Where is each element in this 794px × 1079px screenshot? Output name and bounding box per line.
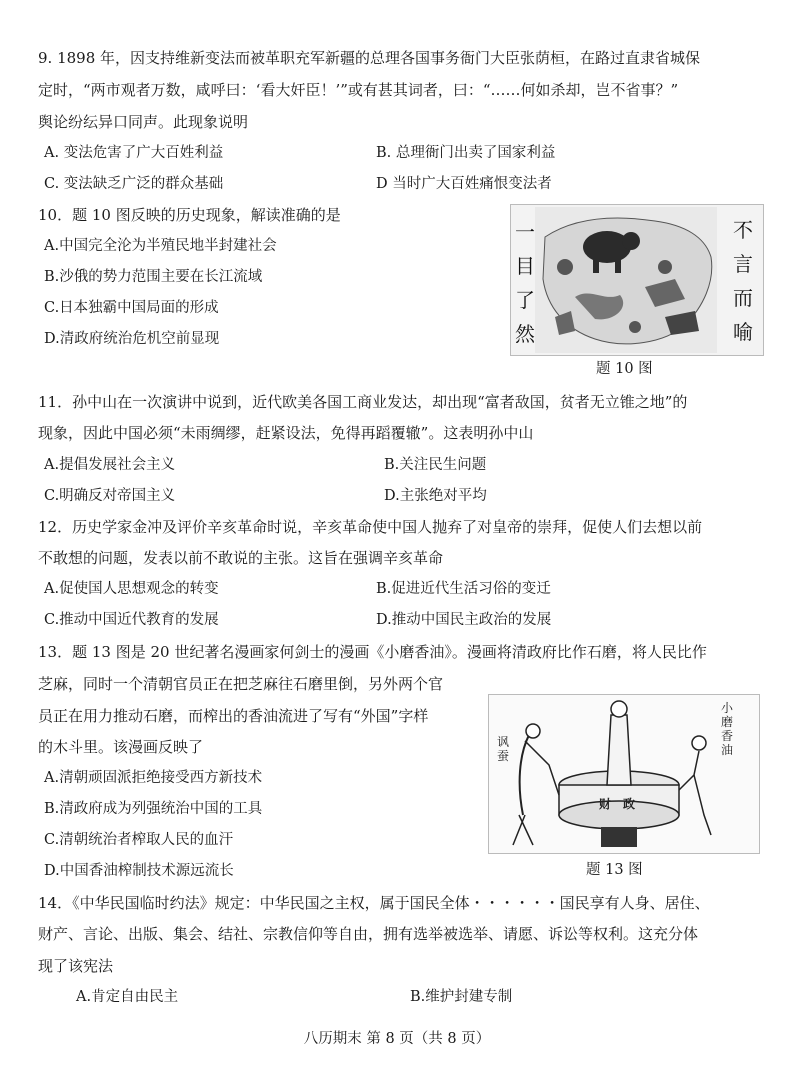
q11-stem-line1: 11．孙中山在一次演讲中说到，近代欧美各国工商业发达，却出现“富者敌国，贫者无立锥之地”的 <box>38 393 688 411</box>
q13-option-a: A.清朝顽固派拒绝接受西方新技术 <box>44 770 263 786</box>
q9-stem-line2: 定时，“两市观者万数，咸呼曰：‘看大奸臣！’”或有甚其词者，曰：“……何如杀却，岂不省事？” <box>38 81 679 99</box>
q11-stem-line2: 现象，因此中国必须“未雨绸缪，赶紧设法，免得再蹈覆辙”。这表明孙中山 <box>38 424 534 442</box>
q10-figure-caption: 题 10 图 <box>596 361 653 377</box>
q9-option-d: D 当时广大百姓痛恨变法者 <box>376 176 552 192</box>
q12-option-d: D.推动中国民主政治的发展 <box>376 612 552 628</box>
q13-figure-side-label: 讽蚕 <box>497 735 510 763</box>
q9-stem-line3: 舆论纷纭异口同声。此现象说明 <box>38 113 249 131</box>
q9-option-c: C. 变法缺乏广泛的群众基础 <box>44 176 224 192</box>
q10-option-b: B.沙俄的势力范围主要在长江流域 <box>44 269 263 285</box>
q11-option-a: A.提倡发展社会主义 <box>44 457 176 473</box>
q10-right-caption: 不言而喻 <box>733 218 753 344</box>
q13-mill-illustration <box>489 695 759 853</box>
q13-mill-label: 财政 <box>599 797 648 811</box>
q10-map-illustration <box>535 207 717 353</box>
q13-figure-caption: 题 13 图 <box>586 862 643 878</box>
q11-option-d: D.主张绝对平均 <box>384 488 487 504</box>
q12-option-a: A.促使国人思想观念的转变 <box>44 581 219 597</box>
q13-option-b: B.清政府成为列强统治中国的工具 <box>44 801 263 817</box>
q13-figure-title: 小磨香油 <box>721 701 734 757</box>
q12-stem-line1: 12．历史学家金冲及评价辛亥革命时说，辛亥革命使中国人抛弃了对皇帝的崇拜，促使人们去想以前 <box>38 518 703 536</box>
q14-stem-line1: 14．《中华民国临时约法》规定：中华民国之主权，属于国民全体・・・・・・国民享有人身、居住、 <box>38 894 710 912</box>
q12-stem-line2: 不敢想的问题，发表以前不敢说的主张。这旨在强调辛亥革命 <box>38 549 444 567</box>
q9-stem-line1: 9. 1898 年，因支持维新变法而被革职充军新疆的总理各国事务衙门大臣张荫桓，在路过直隶省城保 <box>38 49 701 67</box>
q13-stem-line3: 员正在用力推动石磨，而榨出的香油流进了写有“外国”字样 <box>38 707 429 725</box>
q13-cartoon-figure <box>488 694 760 854</box>
q13-option-c: C.清朝统治者榨取人民的血汗 <box>44 832 234 848</box>
q10-option-c: C.日本独霸中国局面的形成 <box>44 300 219 316</box>
q11-option-b: B.关注民生问题 <box>384 457 487 473</box>
q10-left-caption: 一目了然 <box>515 220 535 346</box>
q9-option-b: B. 总理衙门出卖了国家利益 <box>376 145 556 161</box>
q12-option-c: C.推动中国近代教育的发展 <box>44 612 219 628</box>
q12-option-b: B.促进近代生活习俗的变迁 <box>376 581 551 597</box>
q10-option-a: A.中国完全沦为半殖民地半封建社会 <box>44 238 277 254</box>
q13-stem-line2: 芝麻，同时一个清朝官员正在把芝麻往石磨里倒，另外两个官 <box>38 675 444 693</box>
q10-cartoon-figure <box>510 204 764 356</box>
q14-option-b: B.维护封建专制 <box>410 989 513 1005</box>
q14-stem-line3: 现了该宪法 <box>38 957 114 975</box>
q11-option-c: C.明确反对帝国主义 <box>44 488 176 504</box>
page-footer: 八历期末 第 8 页（共 8 页） <box>303 1031 491 1047</box>
q14-option-a: A.肯定自由民主 <box>76 989 179 1005</box>
q13-option-d: D.中国香油榨制技术源远流长 <box>44 863 234 879</box>
q13-stem-line4: 的木斗里。该漫画反映了 <box>38 738 204 756</box>
q13-stem-line1: 13．题 13 图是 20 世纪著名漫画家何剑士的漫画《小磨香油》。漫画将清政府比作石磨，将人民比作 <box>38 643 707 661</box>
q10-option-d: D.清政府统治危机空前显现 <box>44 331 220 347</box>
q9-option-a: A. 变法危害了广大百姓利益 <box>44 145 224 161</box>
q14-stem-line2: 财产、言论、出版、集会、结社、宗教信仰等自由，拥有选举被选举、请愿、诉讼等权利。这充分体 <box>38 925 699 943</box>
q10-stem: 10．题 10 图反映的历史现象，解读准确的是 <box>38 206 341 224</box>
